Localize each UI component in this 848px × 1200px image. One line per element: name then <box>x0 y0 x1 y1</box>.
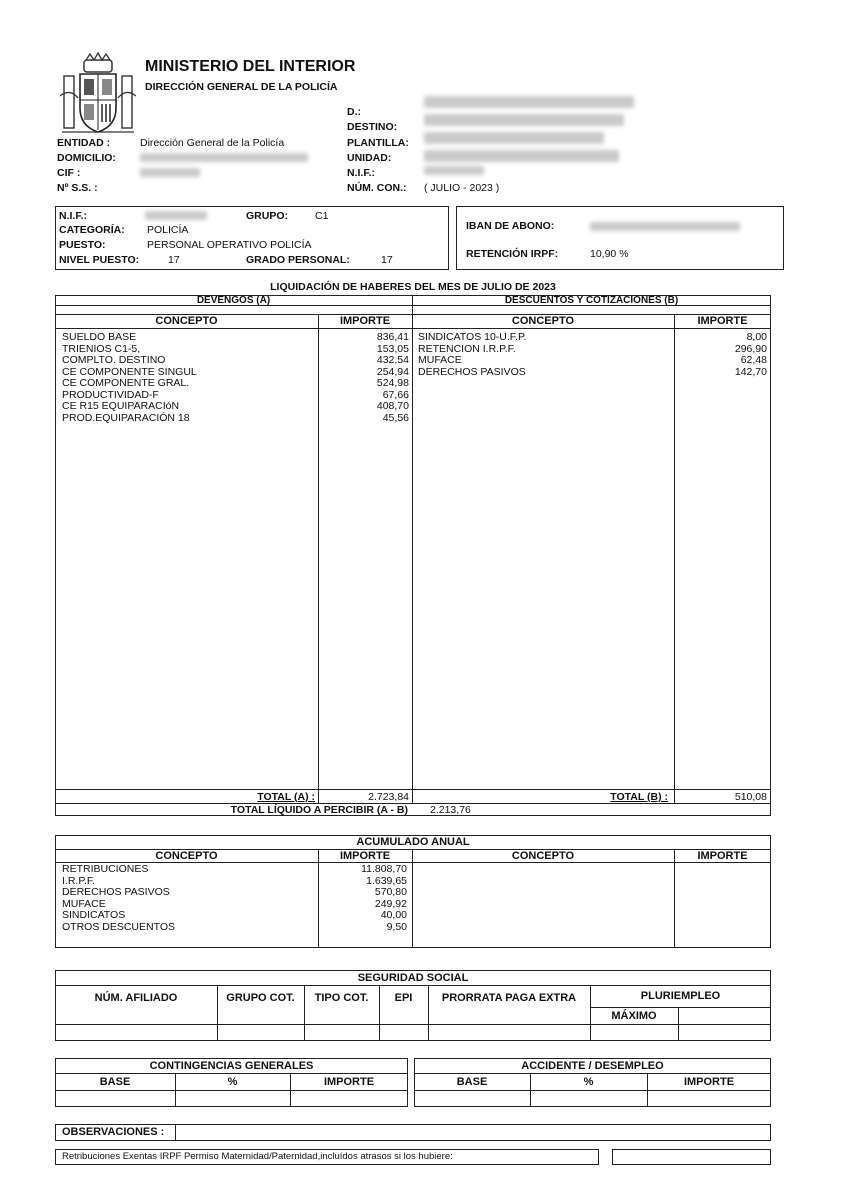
seguridad-title: SEGURIDAD SOCIAL <box>357 972 469 984</box>
bank-box <box>456 206 784 270</box>
table-row: CE R15 EQUIPARACIóN <box>62 400 180 412</box>
total-a-label: TOTAL (A) : <box>257 791 315 803</box>
devengos-concepto-header: CONCEPTO <box>155 315 218 327</box>
cif-redacted <box>140 168 200 177</box>
liquido-value: 2.213,76 <box>430 804 471 816</box>
contingencias-title: CONTINGENCIAS GENERALES <box>149 1060 314 1072</box>
acumulado-concepto-header: CONCEPTO <box>155 850 218 862</box>
direction-title: DIRECCIÓN GENERAL DE LA POLICÍA <box>145 81 338 93</box>
grado-label: GRADO PERSONAL: <box>246 254 350 266</box>
descuentos-concepto-header: CONCEPTO <box>511 315 575 327</box>
table-cell: 9,50 <box>386 920 407 933</box>
nivel-label: NIVEL PUESTO: <box>59 254 140 266</box>
numcon-label: NÚM. CON.: <box>347 182 407 194</box>
redacted-nif <box>424 166 484 175</box>
coat-of-arms-logo <box>60 52 136 138</box>
epi-header: EPI <box>394 992 413 1004</box>
numcon-value: ( JULIO - 2023 ) <box>424 182 500 194</box>
observaciones-label: OBSERVACIONES : <box>62 1126 165 1138</box>
table-cell: 153,05 <box>376 342 409 355</box>
acumulado-concepto2-header: CONCEPTO <box>511 850 575 862</box>
table-cell: 11.808,70 <box>361 863 407 875</box>
acc-importe-header: IMPORTE <box>683 1076 735 1088</box>
total-a-value: 2.723,84 <box>368 791 409 803</box>
irpf-value: 10,90 % <box>590 248 629 260</box>
destino-label: DESTINO: <box>347 121 398 133</box>
table-row: RETENCION I.R.P.F. <box>418 342 516 355</box>
iban-redacted <box>590 222 740 231</box>
table-row: SUELDO BASE <box>62 331 137 343</box>
descuentos-importe-header: IMPORTE <box>697 315 748 327</box>
exentas-label: Retribuciones Exentas IRPF Permiso Maternidad/Paternidad,incluídos atrasos si los hubiere: <box>62 1151 453 1162</box>
categoria-value: POLICÍA <box>147 224 189 236</box>
prorrata-header: PRORRATA PAGA EXTRA <box>441 992 577 1004</box>
redacted-plantilla <box>424 132 604 144</box>
table-cell: 45,56 <box>382 411 409 424</box>
acumulado-importe2-header: IMPORTE <box>697 850 748 862</box>
ministry-title: MINISTERIO DEL INTERIOR <box>145 58 356 75</box>
table-cell: 1.639,65 <box>366 874 407 887</box>
ss-label: Nº S.S. : <box>57 182 98 194</box>
grupo-value: C1 <box>315 210 329 222</box>
table-row: OTROS DESCUENTOS <box>62 920 175 933</box>
table-cell: 432,54 <box>376 354 409 366</box>
devengos-importe-header: IMPORTE <box>339 315 391 327</box>
categoria-label: CATEGORÍA: <box>59 224 125 236</box>
emp-nif-redacted <box>145 211 207 220</box>
d-label: D.: <box>347 106 361 118</box>
accidente-title: ACCIDENTE / DESEMPLEO <box>521 1060 664 1072</box>
table-row: MUFACE <box>62 897 106 910</box>
afiliado-header: NÚM. AFILIADO <box>94 992 178 1004</box>
table-row: PRODUCTIVIDAD-F <box>62 388 159 401</box>
maximo-header: MÁXIMO <box>611 1010 657 1022</box>
devengos-concepto-list <box>62 332 197 424</box>
liquido-label: TOTAL LÍQUIDO A PERCIBIR (A - B) <box>230 804 408 816</box>
table-row: PROD.EQUIPARACIÓN 18 <box>62 411 190 424</box>
grupo-label: GRUPO: <box>246 210 288 222</box>
table-cell: 524,98 <box>376 377 409 389</box>
total-b-label: TOTAL (B) : <box>610 791 668 803</box>
nivel-value: 17 <box>168 254 180 266</box>
unidad-label: UNIDAD: <box>347 152 392 164</box>
table-cell: 67,66 <box>382 388 409 401</box>
table-cell: 62,48 <box>740 354 767 366</box>
table-row: I.R.P.F. <box>62 874 96 887</box>
tipo-cot-header: TIPO COT. <box>314 992 369 1004</box>
acumulado-concepto-list <box>62 864 175 933</box>
table-cell: 142,70 <box>734 365 767 378</box>
entidad-value: Dirección General de la Policía <box>140 137 285 149</box>
cont-pct-header: % <box>227 1076 238 1088</box>
redacted-d <box>424 96 634 108</box>
domicilio-redacted <box>140 153 308 162</box>
redacted-unidad <box>424 150 619 162</box>
devengos-title: DEVENGOS (A) <box>196 295 271 306</box>
table-row: DERECHOS PASIVOS <box>62 886 170 898</box>
irpf-label: RETENCIÓN IRPF: <box>466 248 559 260</box>
table-row: CE COMPONENTE SINGUL <box>62 365 197 378</box>
cont-base-header: BASE <box>99 1076 131 1088</box>
cont-importe-header: IMPORTE <box>323 1076 375 1088</box>
table-row: MUFACE <box>418 354 462 366</box>
grupo-cot-header: GRUPO COT. <box>226 992 295 1004</box>
pluriempleo-header: PLURIEMPLEO <box>640 990 721 1002</box>
acc-base-header: BASE <box>456 1076 488 1088</box>
table-cell: 8,00 <box>746 331 767 343</box>
table-row: RETRIBUCIONES <box>62 863 149 875</box>
acc-pct-header: % <box>583 1076 594 1088</box>
total-b-value: 510,08 <box>734 791 767 803</box>
plantilla-label: PLANTILLA: <box>347 137 409 149</box>
exentas-value-box <box>612 1149 771 1165</box>
grado-value: 17 <box>381 254 393 266</box>
puesto-value: PERSONAL OPERATIVO POLICÍA <box>147 239 312 251</box>
devengos-importe-list <box>318 332 409 424</box>
emp-nif-label: N.I.F.: <box>59 210 87 222</box>
entidad-label: ENTIDAD : <box>57 137 111 149</box>
table-row: DERECHOS PASIVOS <box>418 365 526 378</box>
liquidacion-title: LIQUIDACIÓN DE HABERES DEL MES DE JULIO DE 2023 <box>270 281 556 293</box>
nif-header-label: N.I.F.: <box>347 167 375 179</box>
table-cell: 254,94 <box>376 365 409 378</box>
redacted-destino <box>424 114 624 126</box>
table-cell: 408,70 <box>376 400 409 412</box>
puesto-label: PUESTO: <box>59 239 106 251</box>
table-row: CE COMPONENTE GRAL. <box>62 377 190 389</box>
descuentos-importe-list <box>674 332 767 378</box>
table-cell: 40,00 <box>380 909 407 921</box>
table-cell: 249,92 <box>374 897 407 910</box>
table-cell: 570,80 <box>374 886 407 898</box>
table-cell: 836,41 <box>376 331 409 343</box>
table-row: SINDICATOS 10-U.F.P. <box>418 331 527 343</box>
acumulado-importe-header: IMPORTE <box>339 850 391 862</box>
cif-label: CIF : <box>57 167 81 179</box>
acumulado-title: ACUMULADO ANUAL <box>356 836 470 848</box>
table-cell: 296,90 <box>734 342 767 355</box>
table-row: TRIENIOS C1-5, <box>62 342 141 355</box>
acumulado-importe-list <box>318 864 407 933</box>
domicilio-label: DOMICILIO: <box>57 152 116 164</box>
table-row: SINDICATOS <box>62 909 126 921</box>
table-row: COMPLTO. DESTINO <box>62 354 166 366</box>
descuentos-concepto-list <box>418 332 527 378</box>
descuentos-title: DESCUENTOS Y COTIZACIONES (B) <box>504 295 679 306</box>
iban-label: IBAN DE ABONO: <box>466 220 555 232</box>
